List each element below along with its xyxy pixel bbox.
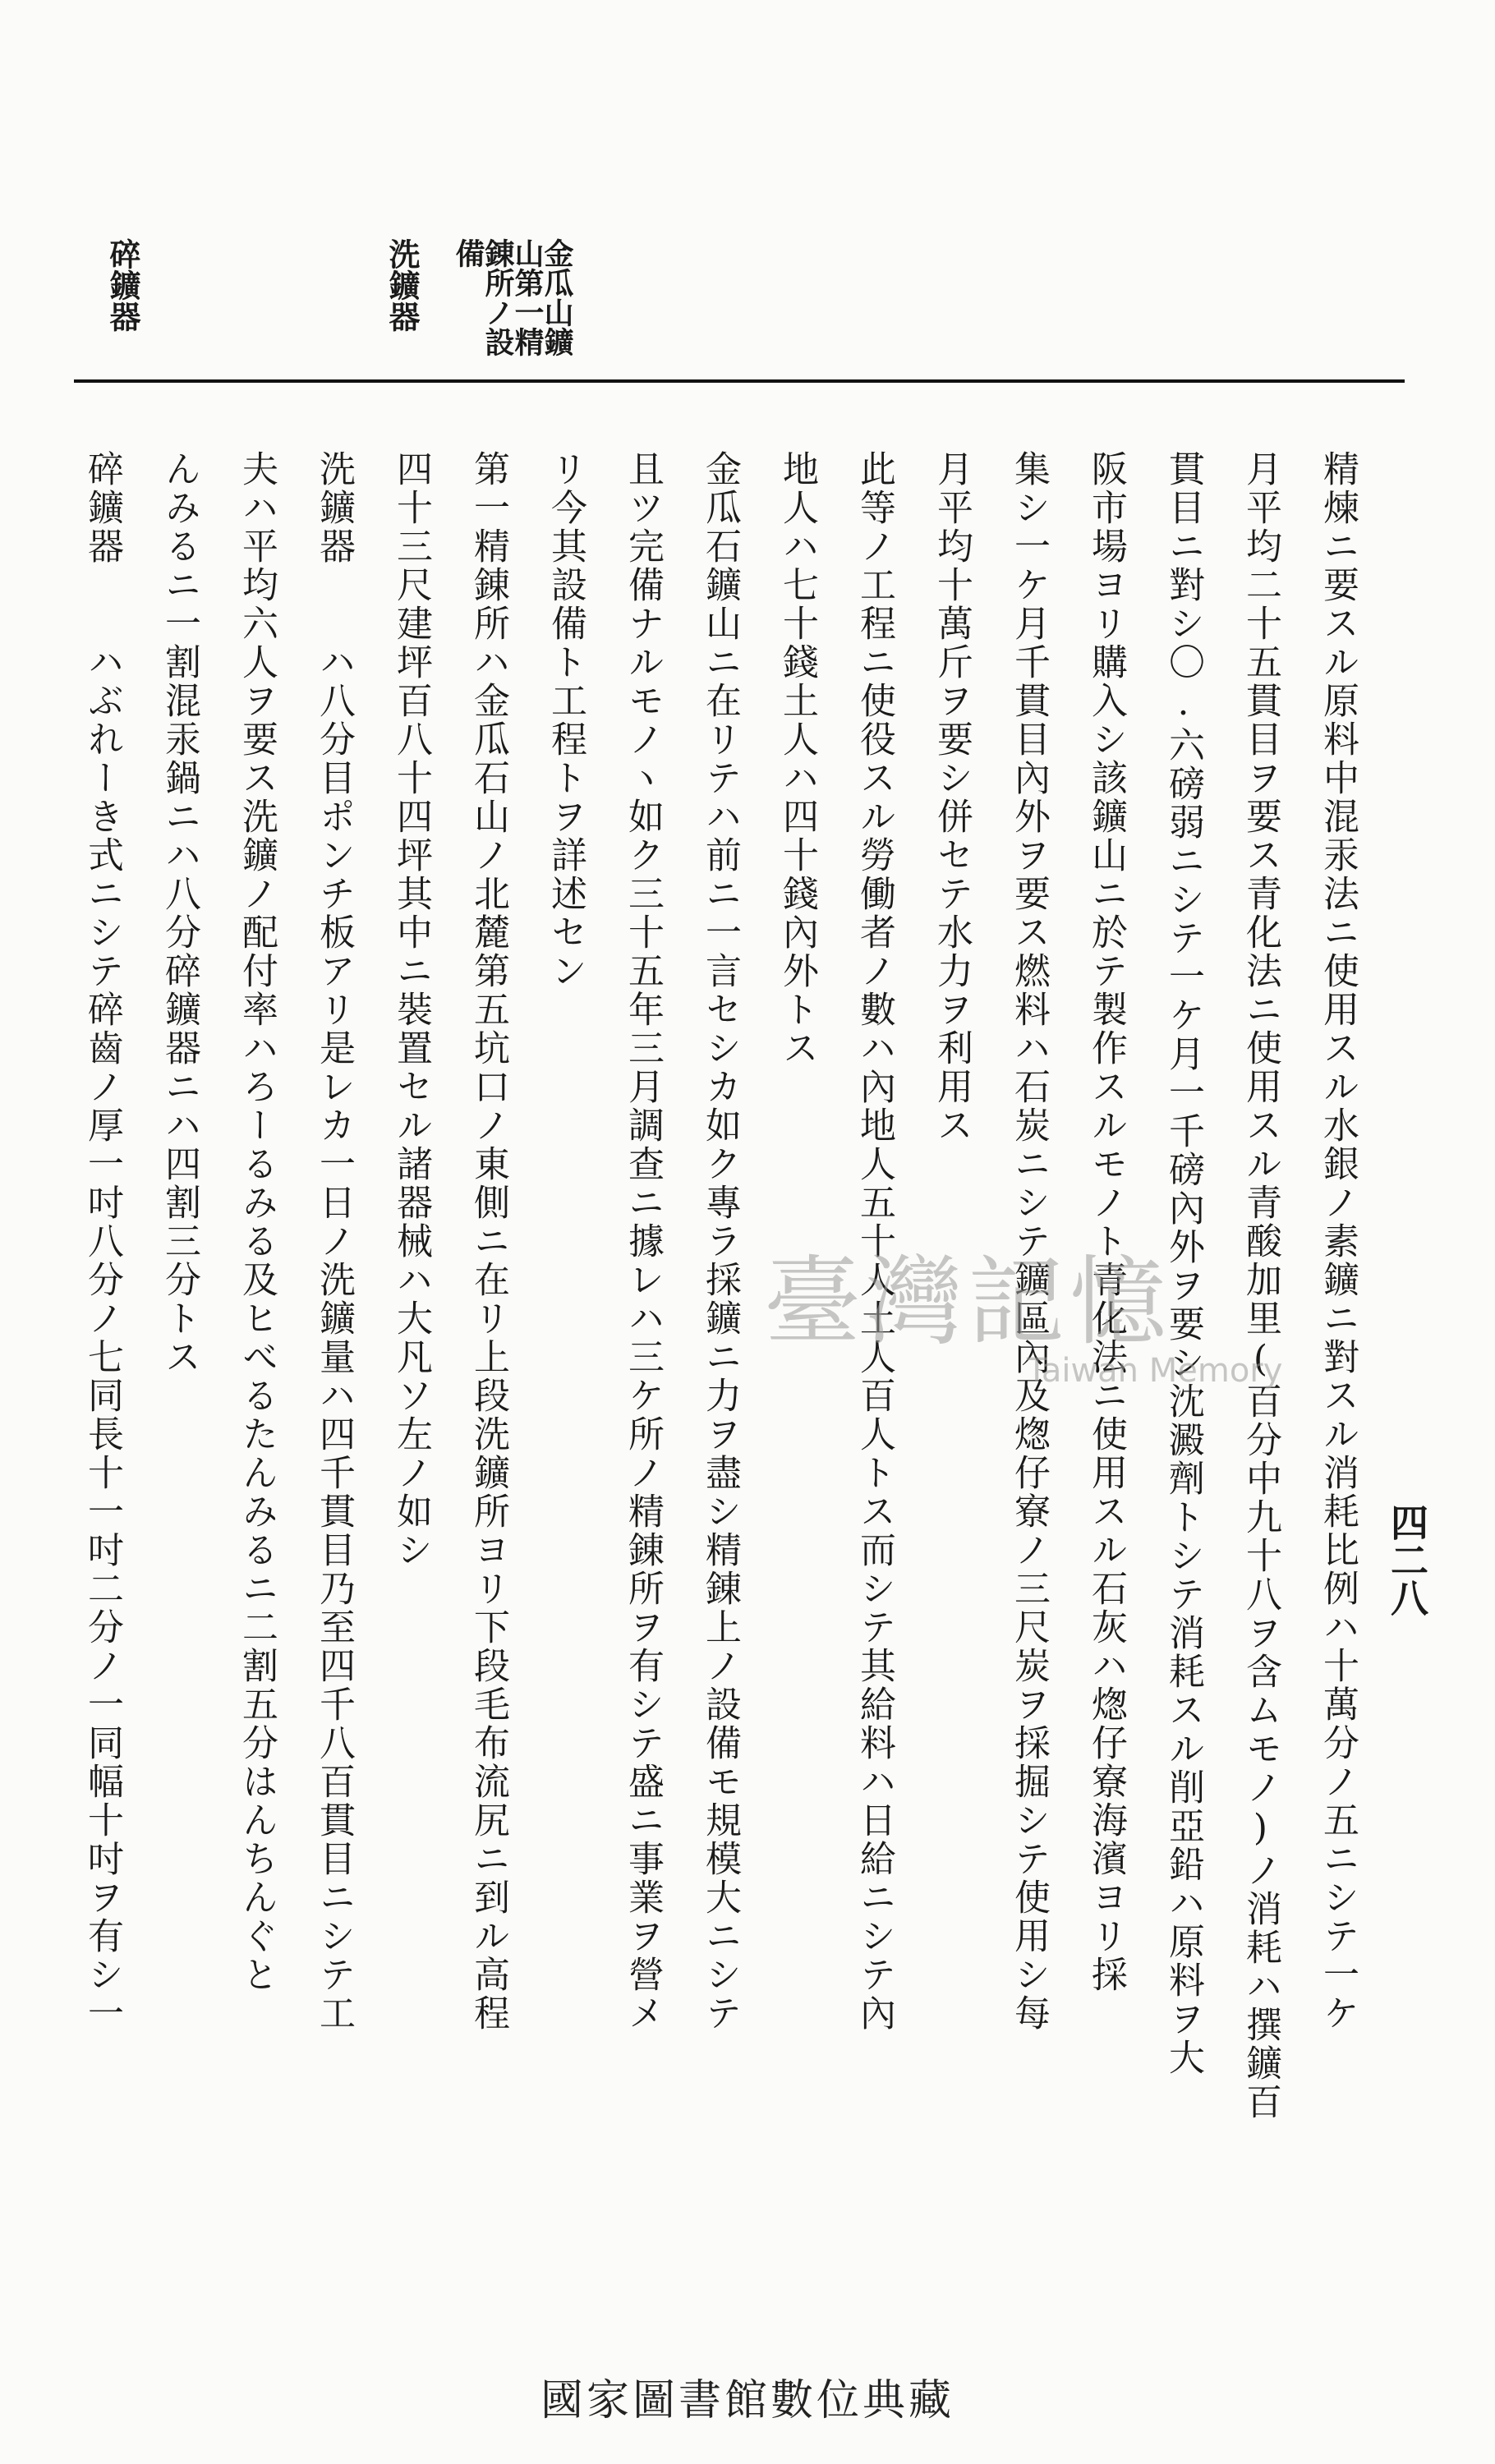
text-column-16: んみるニ一割混汞鍋ニハ八分碎鑛器ニハ四割三分トス: [159, 450, 200, 1377]
text-column-3: 貫目ニ對シ〇.六磅弱ニシテ一ケ月一千磅內外ヲ要シ沈澱劑トシテ消耗スル削亞鉛ハ原料ヲ大: [1162, 450, 1204, 2077]
text-column-11: リ今其設備ト工程トヲ詳述セン: [545, 450, 586, 991]
text-column-12: 第一精錬所ハ金瓜石山ノ北麓第五坑口ノ東側ニ在リ上段洗鑛所ヨリ下段毛布流尻ニ到ル高程: [467, 450, 509, 2033]
text-column-7: 此等ノ工程ニ使役スル勞働者ノ數ハ內地人五十人土人百人トス而シテ其給料ハ日給ニシテ內: [853, 450, 895, 2033]
text-column-6: 月平均十萬斤ヲ要シ併セテ水力ヲ利用ス: [931, 450, 973, 1145]
watermark-title: 臺灣記憶: [764, 1245, 1172, 1358]
text-column-9: 金瓜石鑛山ニ在リテハ前ニ一言セシカ如ク專ラ採鑛ニ力ヲ盡シ精錬上ノ設備モ規模大ニシテ: [699, 450, 741, 2033]
text-column-15: 夫ハ平均六人ヲ要ス洗鑛ノ配付率ハろーるみる及ヒべるたんみるニ二割五分はんちんぐと: [236, 450, 278, 1994]
text-column-2: 月平均二十五貫目ヲ要ス青化法ニ使用スル青酸加里(百分中九十八ヲ含ムモノ)ノ消耗ハ撰鑛百: [1240, 450, 1281, 2122]
header-crusher: 碎鑛器: [104, 238, 141, 332]
text-column-17: 碎鑛器 ハぶれーき式ニシテ碎齒ノ厚一吋八分ノ七同長十一吋二分ノ一同幅十吋ヲ有シ一: [81, 450, 123, 2033]
text-column-10: 且ツ完備ナルモノヽ如ク三十五年三月調查ニ據レハ三ケ所ノ精錬所ヲ有シテ盛ニ事業ヲ營メ: [622, 450, 664, 2033]
text-column-8: 地人ハ七十錢土人ハ四十錢內外トス: [776, 450, 818, 1068]
footer-credit: 國家圖書館數位典藏: [540, 2376, 954, 2425]
text-column-13: 四十三尺建坪百八十四坪其中ニ裝置セル諸器械ハ大凡ソ左ノ如シ: [390, 450, 432, 1570]
header-section-title: 金瓜山鑛山第一精錬所ノ設備: [451, 238, 574, 356]
text-column-14: 洗鑛器 ハ八分目ポンチ板アリ是レカ一日ノ洗鑛量ハ四千貫目乃至四千八百貫目ニシテ工: [313, 450, 355, 2033]
text-column-4: 阪市場ヨリ購入シ該鑛山ニ於テ製作スルモノト青化法ニ使用スル石灰ハ㷓仔寮海濱ヨリ採: [1085, 450, 1127, 1994]
watermark: [764, 1224, 1282, 1390]
text-column-1: 精煉ニ要スル原料中混汞法ニ使用スル水銀ノ素鑛ニ對スル消耗比例ハ十萬分ノ五ニシテ一ケ: [1317, 450, 1359, 2033]
header-rule: [74, 379, 1405, 383]
watermark-subtitle: Taiwan Memory: [1027, 1352, 1283, 1390]
text-column-5: 集シ一ケ月千貫目內外ヲ要ス燃料ハ石炭ニシテ鑛區內及㷓仔寮ノ三尺炭ヲ採掘シテ使用シ每: [1008, 450, 1050, 2033]
page-number: 四二八: [1385, 1503, 1429, 1616]
header-washer: 洗鑛器: [384, 238, 421, 332]
